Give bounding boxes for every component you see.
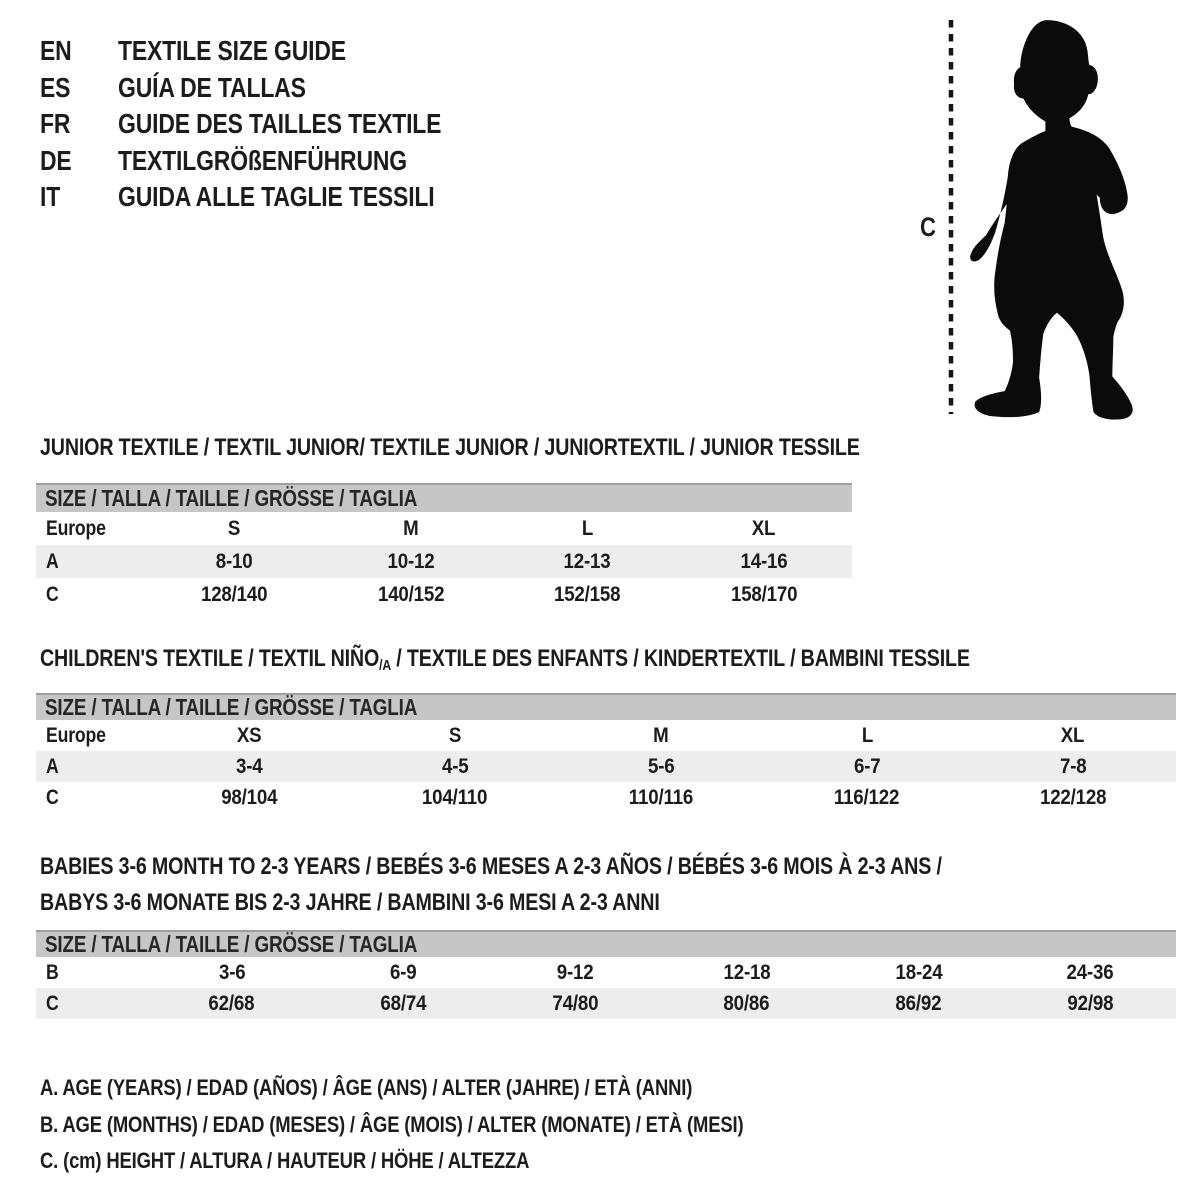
nino-a-subscript: /A — [379, 658, 391, 675]
language-code: DE — [40, 144, 72, 176]
language-row — [40, 179, 512, 216]
table-cell: 104/110 — [422, 785, 488, 809]
table-cell: 6-9 — [390, 960, 417, 984]
legend — [40, 1070, 898, 1180]
language-code: EN — [40, 35, 72, 66]
toddler-height-figure — [900, 12, 1180, 422]
table-row-europe — [36, 720, 1176, 751]
table-cell: 158/170 — [730, 582, 797, 606]
table-cell: 3-6 — [218, 960, 246, 984]
table-cell: 12-18 — [723, 960, 771, 984]
size-table-header: SIZE / TALLA / TAILLE / GRÖSSE / TAGLIA — [36, 930, 1176, 957]
table-cell: 10-12 — [387, 549, 435, 573]
language-row — [40, 33, 512, 70]
table-cell: M — [653, 723, 669, 747]
language-title: GUIDA ALLE TAGLIE TESSILI — [118, 181, 435, 212]
table-cell: 86/92 — [895, 991, 942, 1015]
children-size-table — [36, 693, 1176, 813]
language-title: GUÍA DE TALLAS — [118, 71, 306, 103]
table-row-height-cm — [36, 578, 852, 611]
toddler-silhouette-icon — [970, 20, 1133, 419]
row-label: C — [46, 991, 59, 1015]
row-label: C — [46, 785, 59, 809]
language-title: TEXTILGRÖßENFÜHRUNG — [118, 144, 407, 176]
table-row-height-cm — [36, 782, 1176, 813]
table-cell: 92/98 — [1067, 991, 1114, 1015]
table-cell: XS — [236, 723, 262, 747]
language-row — [40, 143, 512, 180]
table-cell: 74/80 — [552, 991, 599, 1015]
junior-section-title: JUNIOR TEXTILE / TEXTIL JUNIOR/ TEXTILE JUNIOR / JUNIORTEXTIL / JUNIOR TESSILE — [40, 434, 860, 461]
language-title: GUIDE DES TAILLES TEXTILE — [118, 108, 442, 139]
table-cell: 9-12 — [556, 960, 594, 984]
language-code: FR — [40, 108, 71, 139]
language-title-list — [40, 33, 512, 216]
table-cell: M — [403, 516, 419, 540]
table-cell: 80/86 — [723, 991, 770, 1015]
table-cell: 6-7 — [853, 754, 881, 778]
table-cell: 5-6 — [647, 754, 675, 778]
children-section-title: CHILDREN'S TEXTILE / TEXTIL NIÑO/A / TEXTILE DES ENFANTS / KINDERTEXTIL / BAMBINI TESSILE — [40, 645, 970, 675]
table-row-age-years — [36, 545, 852, 578]
table-cell: 68/74 — [380, 991, 427, 1015]
table-cell: 7-8 — [1059, 754, 1087, 778]
table-row-europe — [36, 512, 852, 545]
row-label: A — [46, 549, 59, 573]
table-cell: XL — [751, 516, 776, 540]
language-code: ES — [40, 71, 71, 103]
table-cell: 24-36 — [1066, 960, 1114, 984]
table-cell: 116/122 — [834, 785, 900, 809]
table-cell: L — [861, 723, 873, 747]
table-cell: 152/158 — [554, 582, 621, 606]
table-cell: 62/68 — [208, 991, 255, 1015]
junior-size-table — [36, 483, 852, 611]
language-code: IT — [40, 181, 61, 212]
table-cell: 98/104 — [220, 785, 278, 809]
language-row — [40, 106, 512, 143]
table-row-age-years — [36, 751, 1176, 782]
table-cell: 128/140 — [201, 582, 268, 606]
table-cell: S — [448, 723, 462, 747]
table-cell: 8-10 — [215, 549, 253, 573]
table-cell: 140/152 — [377, 582, 444, 606]
language-title: TEXTILE SIZE GUIDE — [118, 35, 346, 66]
table-cell: 12-13 — [563, 549, 611, 573]
table-cell: 18-24 — [895, 960, 943, 984]
row-label: A — [46, 754, 59, 778]
table-cell: 122/128 — [1039, 785, 1107, 809]
row-label: C — [46, 582, 59, 606]
legend-line-c: C. (cm) HEIGHT / ALTURA / HAUTEUR / HÖHE / ALTEZZA — [40, 1148, 530, 1173]
babies-section-title — [40, 849, 1140, 921]
row-label: Europe — [46, 516, 106, 540]
language-row — [40, 70, 512, 107]
legend-line-b: B. AGE (MONTHS) / EDAD (MESES) / ÂGE (MOIS) / ALTER (MONATE) / ETÀ (MESI) — [40, 1111, 744, 1137]
size-table-header: SIZE / TALLA / TAILLE / GRÖSSE / TAGLIA — [36, 693, 1176, 720]
size-table-header: SIZE / TALLA / TAILLE / GRÖSSE / TAGLIA — [36, 483, 852, 512]
table-cell: XL — [1061, 723, 1085, 747]
table-cell: S — [228, 516, 241, 540]
table-cell: L — [581, 516, 593, 540]
row-label: B — [46, 960, 59, 984]
babies-title-line1: BABIES 3-6 MONTH TO 2-3 YEARS / BEBÉS 3-6 MESES A 2-3 AÑOS / BÉBÉS 3-6 MOIS À 2-3 ANS / — [40, 853, 942, 880]
table-cell: 3-4 — [235, 754, 263, 778]
row-label: Europe — [46, 723, 106, 747]
table-cell: 4-5 — [441, 754, 469, 778]
babies-title-line2: BABYS 3-6 MONATE BIS 2-3 JAHRE / BAMBINI 3-6 MESI A 2-3 ANNI — [40, 889, 660, 916]
babies-size-table — [36, 930, 1176, 1019]
height-measure-label: C — [920, 212, 936, 242]
legend-line-a: A. AGE (YEARS) / EDAD (AÑOS) / ÂGE (ANS) / ALTER (JAHRE) / ETÀ (ANNI) — [40, 1075, 693, 1100]
table-cell: 110/116 — [628, 785, 694, 809]
table-row-age-months — [36, 957, 1176, 988]
table-cell: 14-16 — [740, 549, 788, 573]
table-row-height-cm — [36, 988, 1176, 1019]
